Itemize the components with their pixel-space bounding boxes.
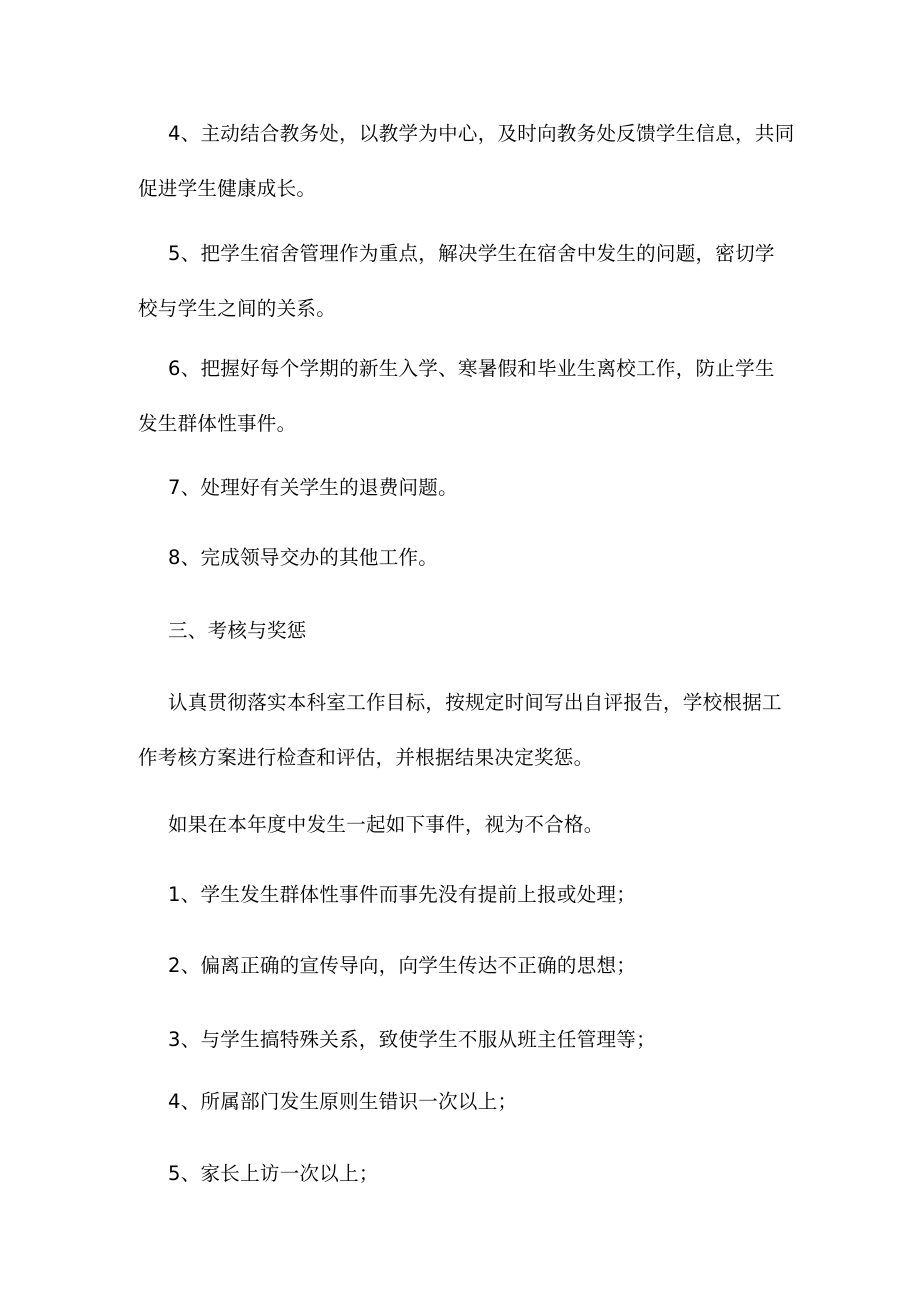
text-line: 1、学生发生群体性事件而事先没有提前上报或处理；: [168, 883, 637, 906]
text-line: 4、主动结合教务处，以教学为中心，及时向教务处反馈学生信息，共同: [168, 122, 795, 145]
paragraph-item-6: [138, 341, 788, 451]
text-line: 三、考核与奖惩: [168, 619, 307, 642]
text-line: 5、家长上访一次以上；: [168, 1162, 379, 1185]
text-line: 8、完成领导交办的其他工作。: [168, 546, 439, 569]
list-item-2: [138, 938, 788, 993]
list-item-4: [138, 1074, 788, 1129]
list-item-3: [138, 1012, 788, 1067]
text-line: 如果在本年度中发生一起如下事件，视为不合格。: [168, 813, 604, 836]
text-line: 校与学生之间的关系。: [138, 297, 337, 320]
paragraph-item-7: [138, 460, 788, 515]
section-heading: [138, 603, 788, 658]
paragraph-item-5: [138, 226, 788, 336]
text-line: 作考核方案进行检查和评估，并根据结果决定奖惩。: [138, 746, 594, 769]
text-line: 4、所属部门发生原则生错识一次以上；: [168, 1090, 518, 1113]
text-line: 认真贯彻落实本科室工作目标，按规定时间写出自评报告，学校根据工: [168, 691, 782, 714]
list-item-5: [138, 1146, 788, 1201]
paragraph-item-4: [138, 106, 795, 216]
text-line: 5、把学生宿舍管理作为重点，解决学生在宿舍中发生的问题，密切学: [168, 242, 775, 265]
text-line: 6、把握好每个学期的新生入学、寒暑假和毕业生离校工作，防止学生: [168, 357, 775, 380]
text-line: 发生群体性事件。: [138, 412, 297, 435]
text-line: 7、处理好有关学生的退费问题。: [168, 476, 458, 499]
list-item-1: [138, 867, 788, 922]
paragraph-conditions-intro: [138, 797, 788, 852]
paragraph-assessment: [138, 675, 788, 785]
text-line: 3、与学生搞特殊关系，致使学生不服从班主任管理等；: [168, 1028, 656, 1051]
paragraph-item-8: [138, 530, 788, 585]
text-line: 促进学生健康成长。: [138, 177, 317, 200]
text-line: 2、偏离正确的宣传导向，向学生传达不正确的思想；: [168, 954, 637, 977]
